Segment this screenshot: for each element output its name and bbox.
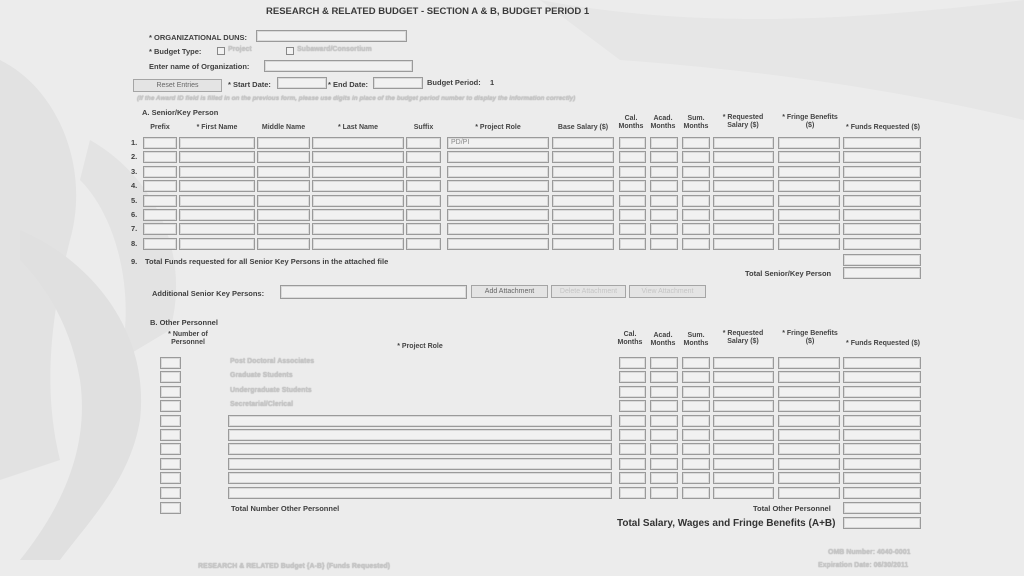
senior-requested-salary-input[interactable]: [713, 223, 774, 235]
row9-number: 9.: [131, 257, 138, 266]
other-role-input[interactable]: [228, 429, 612, 441]
senior-acad-months-input[interactable]: [650, 209, 678, 221]
org-name-label: Enter name of Organization:: [149, 62, 250, 71]
other-funds-requested-input[interactable]: [843, 472, 921, 484]
total-other-field: [843, 502, 921, 514]
senior-prefix-input[interactable]: [143, 223, 177, 235]
other-fixed-role-label: Secretarial/Clerical: [230, 401, 294, 409]
other-number-input[interactable]: [160, 429, 181, 441]
senior-first-name-input[interactable]: [179, 166, 255, 178]
senior-base-salary-input[interactable]: [552, 195, 614, 207]
other-acad-months-input[interactable]: [650, 371, 678, 383]
other-sum-months-input[interactable]: [682, 443, 710, 455]
start-date-input[interactable]: [277, 77, 327, 89]
other-sum-months-input[interactable]: [682, 429, 710, 441]
senior-prefix-input[interactable]: [143, 180, 177, 192]
budget-period-note: (If the Award ID field is filled in on the previous form, please use digits in place of the budget period number to display the information correctly): [137, 95, 576, 102]
other-fixed-role-label: Undergraduate Students: [230, 386, 312, 394]
senior-acad-months-input[interactable]: [650, 137, 678, 149]
col-requested-salary: * Requested Salary ($): [722, 114, 764, 129]
other-cal-months-input[interactable]: [619, 400, 646, 412]
other-acad-months-input[interactable]: [650, 458, 678, 470]
grand-total-field: [843, 517, 921, 529]
view-attachment-button[interactable]: View Attachment: [629, 285, 706, 298]
other-acad-months-input[interactable]: [650, 400, 678, 412]
col-b-requested-salary: * Requested Salary ($): [722, 330, 764, 345]
other-fringe-benefits-input[interactable]: [778, 357, 840, 369]
other-role-input[interactable]: [228, 458, 612, 470]
other-number-input[interactable]: [160, 487, 181, 499]
senior-suffix-input[interactable]: [406, 137, 441, 149]
senior-middle-name-input[interactable]: [257, 180, 310, 192]
senior-fringe-benefits-input[interactable]: [778, 195, 840, 207]
senior-suffix-input[interactable]: [406, 195, 441, 207]
senior-fringe-benefits-input[interactable]: [778, 151, 840, 163]
senior-sum-months-input[interactable]: [682, 209, 710, 221]
other-funds-requested-input[interactable]: [843, 371, 921, 383]
other-acad-months-input[interactable]: [650, 472, 678, 484]
other-requested-salary-input[interactable]: [713, 357, 774, 369]
col-fringe-benefits: * Fringe Benefits ($): [782, 114, 838, 129]
senior-first-name-input[interactable]: [179, 137, 255, 149]
senior-requested-salary-input[interactable]: [713, 180, 774, 192]
row9-funds-input[interactable]: [843, 254, 921, 266]
col-project-role: * Project Role: [475, 124, 521, 131]
col-suffix: Suffix: [413, 124, 434, 131]
other-sum-months-input[interactable]: [682, 371, 710, 383]
other-funds-requested-input[interactable]: [843, 400, 921, 412]
senior-sum-months-input[interactable]: [682, 195, 710, 207]
col-prefix: Prefix: [150, 124, 170, 131]
senior-funds-requested-input[interactable]: [843, 238, 921, 250]
other-requested-salary-input[interactable]: [713, 429, 774, 441]
col-acad-months: Acad. Months: [650, 115, 676, 130]
senior-fringe-benefits-input[interactable]: [778, 137, 840, 149]
org-name-input[interactable]: [264, 60, 413, 72]
senior-middle-name-input[interactable]: [257, 195, 310, 207]
other-acad-months-input[interactable]: [650, 357, 678, 369]
senior-base-salary-input[interactable]: [552, 151, 614, 163]
senior-cal-months-input[interactable]: [619, 137, 646, 149]
footer-expiration: Expiration Date: 06/30/2011: [818, 562, 909, 569]
row-number: 8.: [131, 238, 138, 248]
other-fixed-role-label: Post Doctoral Associates: [230, 358, 315, 365]
senior-middle-name-input[interactable]: [257, 166, 310, 178]
senior-cal-months-input[interactable]: [619, 166, 646, 178]
other-fringe-benefits-input[interactable]: [778, 443, 840, 455]
additional-senior-file: [280, 285, 467, 299]
senior-cal-months-input[interactable]: [619, 151, 646, 163]
col-b-acad-months: Acad. Months: [650, 332, 676, 347]
senior-first-name-input[interactable]: [179, 209, 255, 221]
senior-first-name-input[interactable]: [179, 180, 255, 192]
other-sum-months-input[interactable]: [682, 386, 710, 398]
other-requested-salary-input[interactable]: [713, 458, 774, 470]
senior-project-role-input[interactable]: [447, 180, 549, 192]
start-date-label: * Start Date:: [228, 80, 271, 89]
senior-prefix-input[interactable]: [143, 209, 177, 221]
senior-funds-requested-input[interactable]: [843, 195, 921, 207]
senior-requested-salary-input[interactable]: [713, 209, 774, 221]
col-middle-name: Middle Name: [261, 124, 306, 131]
other-number-input[interactable]: [160, 400, 181, 412]
col-b-cal-months: Cal. Months: [617, 331, 643, 346]
reset-entries-button[interactable]: Reset Entries: [133, 79, 222, 92]
other-funds-requested-input[interactable]: [843, 443, 921, 455]
other-sum-months-input[interactable]: [682, 472, 710, 484]
other-cal-months-input[interactable]: [619, 458, 646, 470]
senior-requested-salary-input[interactable]: [713, 166, 774, 178]
senior-sum-months-input[interactable]: [682, 223, 710, 235]
senior-base-salary-input[interactable]: [552, 238, 614, 250]
other-requested-salary-input[interactable]: [713, 443, 774, 455]
other-fringe-benefits-input[interactable]: [778, 400, 840, 412]
other-role-input[interactable]: [228, 472, 612, 484]
other-cal-months-input[interactable]: [619, 357, 646, 369]
other-requested-salary-input[interactable]: [713, 371, 774, 383]
senior-middle-name-input[interactable]: [257, 238, 310, 250]
senior-first-name-input[interactable]: [179, 195, 255, 207]
col-number-personnel: * Number of Personnel: [168, 331, 208, 346]
footer-form-name: RESEARCH & RELATED Budget {A-B} (Funds Requested): [198, 563, 390, 570]
row-number: 5.: [131, 195, 138, 205]
senior-acad-months-input[interactable]: [650, 195, 678, 207]
senior-cal-months-input[interactable]: [619, 238, 646, 250]
senior-cal-months-input[interactable]: [619, 180, 646, 192]
senior-cal-months-input[interactable]: [619, 209, 646, 221]
senior-project-role-input[interactable]: [447, 195, 549, 207]
other-fringe-benefits-input[interactable]: [778, 371, 840, 383]
senior-fringe-benefits-input[interactable]: [778, 238, 840, 250]
other-number-input[interactable]: [160, 371, 181, 383]
col-b-sum-months: Sum. Months: [683, 332, 709, 347]
senior-fringe-benefits-input[interactable]: [778, 166, 840, 178]
senior-base-salary-input[interactable]: [552, 137, 614, 149]
col-first-name: * First Name: [196, 124, 238, 131]
senior-acad-months-input[interactable]: [650, 180, 678, 192]
col-sum-months: Sum. Months: [683, 115, 709, 130]
total-number-other-field: [160, 502, 181, 514]
senior-middle-name-input[interactable]: [257, 151, 310, 163]
other-sum-months-input[interactable]: [682, 357, 710, 369]
senior-last-name-input[interactable]: [312, 209, 404, 221]
add-attachment-button[interactable]: Add Attachment: [471, 285, 548, 298]
other-number-input[interactable]: [160, 472, 181, 484]
other-number-input[interactable]: [160, 386, 181, 398]
other-fringe-benefits-input[interactable]: [778, 429, 840, 441]
other-acad-months-input[interactable]: [650, 386, 678, 398]
grand-total-label: Total Salary, Wages and Fringe Benefits (A+B): [617, 518, 836, 529]
col-last-name: * Last Name: [337, 124, 379, 131]
senior-cal-months-input[interactable]: [619, 223, 646, 235]
senior-project-role-input[interactable]: PD/PI: [447, 137, 549, 149]
col-b-project-role: * Project Role: [397, 343, 443, 350]
senior-middle-name-input[interactable]: [257, 223, 310, 235]
project-option-label: Project: [228, 46, 252, 53]
other-cal-months-input[interactable]: [619, 443, 646, 455]
senior-suffix-input[interactable]: [406, 180, 441, 192]
row-number: 7.: [131, 224, 138, 234]
senior-sum-months-input[interactable]: [682, 137, 710, 149]
end-date-label: * End Date:: [328, 80, 369, 89]
senior-requested-salary-input[interactable]: [713, 238, 774, 250]
other-number-input[interactable]: [160, 458, 181, 470]
other-cal-months-input[interactable]: [619, 371, 646, 383]
total-other-label: Total Other Personnel: [753, 504, 831, 513]
other-requested-salary-input[interactable]: [713, 472, 774, 484]
other-cal-months-input[interactable]: [619, 386, 646, 398]
duns-label: * ORGANIZATIONAL DUNS:: [149, 33, 248, 42]
other-funds-requested-input[interactable]: [843, 429, 921, 441]
total-senior-field: [843, 267, 921, 279]
additional-senior-label: Additional Senior Key Persons:: [152, 289, 265, 298]
other-requested-salary-input[interactable]: [713, 400, 774, 412]
col-b-fringe-benefits: * Fringe Benefits ($): [782, 330, 838, 345]
senior-base-salary-input[interactable]: [552, 180, 614, 192]
other-number-input[interactable]: [160, 357, 181, 369]
senior-fringe-benefits-input[interactable]: [778, 209, 840, 221]
senior-last-name-input[interactable]: [312, 151, 404, 163]
senior-base-salary-input[interactable]: [552, 166, 614, 178]
other-role-input[interactable]: [228, 415, 612, 427]
senior-project-role-input[interactable]: [447, 209, 549, 221]
row-number: 4.: [131, 181, 138, 191]
row-number: 3.: [131, 166, 138, 176]
other-funds-requested-input[interactable]: [843, 415, 921, 427]
senior-acad-months-input[interactable]: [650, 151, 678, 163]
senior-requested-salary-input[interactable]: [713, 151, 774, 163]
row-number: 1.: [131, 138, 138, 147]
senior-project-role-input[interactable]: [447, 166, 549, 178]
senior-requested-salary-input[interactable]: [713, 137, 774, 149]
senior-acad-months-input[interactable]: [650, 223, 678, 235]
other-cal-months-input[interactable]: [619, 415, 646, 427]
col-funds-requested: * Funds Requested ($): [846, 124, 920, 131]
senior-sum-months-input[interactable]: [682, 180, 710, 192]
senior-prefix-input[interactable]: [143, 166, 177, 178]
senior-last-name-input[interactable]: [312, 195, 404, 207]
senior-project-role-input[interactable]: [447, 151, 549, 163]
senior-cal-months-input[interactable]: [619, 195, 646, 207]
subaward-checkbox[interactable]: [286, 47, 294, 55]
senior-acad-months-input[interactable]: [650, 238, 678, 250]
other-sum-months-input[interactable]: [682, 458, 710, 470]
other-fixed-role-label: Graduate Students: [230, 372, 293, 380]
other-requested-salary-input[interactable]: [713, 386, 774, 398]
other-cal-months-input[interactable]: [619, 429, 646, 441]
senior-funds-requested-input[interactable]: [843, 137, 921, 149]
other-number-input[interactable]: [160, 443, 181, 455]
senior-funds-requested-input[interactable]: [843, 166, 921, 178]
budget-period-label: Budget Period:: [427, 78, 481, 87]
other-funds-requested-input[interactable]: [843, 487, 921, 499]
other-acad-months-input[interactable]: [650, 487, 678, 499]
duns-input[interactable]: [256, 30, 407, 42]
other-cal-months-input[interactable]: [619, 487, 646, 499]
col-base-salary: Base Salary ($): [557, 124, 609, 131]
project-checkbox[interactable]: [217, 47, 225, 55]
other-cal-months-input[interactable]: [619, 472, 646, 484]
other-sum-months-input[interactable]: [682, 400, 710, 412]
other-funds-requested-input[interactable]: [843, 458, 921, 470]
senior-middle-name-input[interactable]: [257, 209, 310, 221]
senior-middle-name-input[interactable]: [257, 137, 310, 149]
senior-last-name-input[interactable]: [312, 180, 404, 192]
other-role-input[interactable]: [228, 487, 612, 499]
other-sum-months-input[interactable]: [682, 415, 710, 427]
budget-period-value: 1: [490, 78, 495, 87]
other-requested-salary-input[interactable]: [713, 415, 774, 427]
senior-last-name-input[interactable]: [312, 166, 404, 178]
senior-last-name-input[interactable]: [312, 223, 404, 235]
senior-funds-requested-input[interactable]: [843, 223, 921, 235]
senior-sum-months-input[interactable]: [682, 151, 710, 163]
total-number-other-label: Total Number Other Personnel: [231, 504, 340, 513]
row-number: 6.: [131, 210, 138, 219]
other-fringe-benefits-input[interactable]: [778, 487, 840, 499]
senior-suffix-input[interactable]: [406, 151, 441, 163]
section-a-title: A. Senior/Key Person: [142, 108, 219, 117]
senior-funds-requested-input[interactable]: [843, 151, 921, 163]
senior-first-name-input[interactable]: [179, 223, 255, 235]
total-senior-label: Total Senior/Key Person: [745, 269, 832, 278]
other-funds-requested-input[interactable]: [843, 386, 921, 398]
senior-prefix-input[interactable]: [143, 137, 177, 149]
senior-suffix-input[interactable]: [406, 209, 441, 221]
senior-fringe-benefits-input[interactable]: [778, 180, 840, 192]
senior-suffix-input[interactable]: [406, 166, 441, 178]
other-acad-months-input[interactable]: [650, 443, 678, 455]
other-fringe-benefits-input[interactable]: [778, 458, 840, 470]
col-b-funds-requested: * Funds Requested ($): [846, 340, 920, 347]
row9-label: Total Funds requested for all Senior Key Persons in the attached file: [145, 257, 389, 266]
other-number-input[interactable]: [160, 415, 181, 427]
row-number: 2.: [131, 152, 138, 162]
footer-omb-number: OMB Number: 4040-0001: [828, 549, 911, 556]
senior-funds-requested-input[interactable]: [843, 209, 921, 221]
senior-first-name-input[interactable]: [179, 238, 255, 250]
senior-suffix-input[interactable]: [406, 238, 441, 250]
other-role-input[interactable]: [228, 443, 612, 455]
senior-prefix-input[interactable]: [143, 151, 177, 163]
subaward-option-label: Subaward/Consortium: [297, 46, 372, 53]
delete-attachment-button[interactable]: Delete Attachment: [551, 285, 626, 298]
section-b-title: B. Other Personnel: [150, 318, 218, 327]
senior-project-role-input[interactable]: [447, 238, 549, 250]
senior-sum-months-input[interactable]: [682, 238, 710, 250]
other-fringe-benefits-input[interactable]: [778, 386, 840, 398]
other-funds-requested-input[interactable]: [843, 357, 921, 369]
senior-suffix-input[interactable]: [406, 223, 441, 235]
col-cal-months: Cal. Months: [618, 115, 644, 130]
senior-sum-months-input[interactable]: [682, 166, 710, 178]
senior-acad-months-input[interactable]: [650, 166, 678, 178]
senior-prefix-input[interactable]: [143, 195, 177, 207]
other-acad-months-input[interactable]: [650, 429, 678, 441]
other-requested-salary-input[interactable]: [713, 487, 774, 499]
senior-first-name-input[interactable]: [179, 151, 255, 163]
senior-prefix-input[interactable]: [143, 238, 177, 250]
other-fringe-benefits-input[interactable]: [778, 415, 840, 427]
end-date-input[interactable]: [373, 77, 423, 89]
page-title: RESEARCH & RELATED BUDGET - SECTION A & B, BUDGET PERIOD 1: [266, 6, 590, 17]
budget-type-label: * Budget Type:: [149, 47, 202, 56]
other-sum-months-input[interactable]: [682, 487, 710, 499]
senior-last-name-input[interactable]: [312, 238, 404, 250]
senior-last-name-input[interactable]: [312, 137, 404, 149]
other-fringe-benefits-input[interactable]: [778, 472, 840, 484]
senior-requested-salary-input[interactable]: [713, 195, 774, 207]
senior-funds-requested-input[interactable]: [843, 180, 921, 192]
other-acad-months-input[interactable]: [650, 415, 678, 427]
senior-base-salary-input[interactable]: [552, 209, 614, 221]
senior-fringe-benefits-input[interactable]: [778, 223, 840, 235]
senior-base-salary-input[interactable]: [552, 223, 614, 235]
senior-project-role-input[interactable]: [447, 223, 549, 235]
